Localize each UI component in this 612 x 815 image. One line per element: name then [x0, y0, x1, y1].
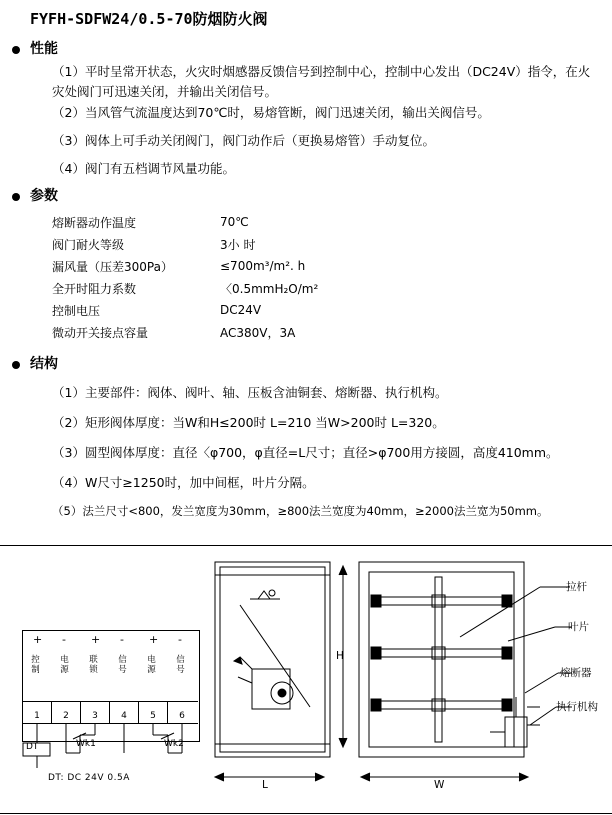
performance-item-4: （4）阀门有五档调节风量功能。 — [52, 161, 235, 176]
param-label: 熔断器动作温度 — [52, 215, 137, 230]
parameter-table — [52, 211, 440, 343]
terminal-label: 控制 — [31, 655, 40, 675]
terminal-label: 信号 — [176, 655, 185, 675]
terminal-cell-number: 2 — [63, 711, 69, 721]
terminal-footer-note: DT: DC 24V 0.5A — [48, 773, 130, 783]
terminal-polarity: - — [62, 633, 66, 646]
terminal-device-label: DT — [26, 742, 39, 752]
param-label: 全开时阻力系数 — [52, 281, 137, 296]
param-value: 70℃ — [220, 215, 249, 229]
divider-bottom — [0, 813, 612, 814]
param-value: 〈0.5mmH₂O/m² — [220, 281, 319, 296]
param-label: 阀门耐火等级 — [52, 237, 125, 252]
table-row — [52, 277, 440, 299]
terminal-label: 信号 — [118, 655, 127, 675]
table-row — [52, 299, 440, 321]
technical-drawing — [0, 545, 612, 815]
structure-item-5: （5）法兰尺寸<800，发兰宽度为30mm，≥800法兰宽度为40mm，≥2000法兰宽为50mm。 — [52, 504, 549, 518]
terminal-cell-number: 5 — [150, 711, 156, 721]
terminal-polarity: + — [33, 633, 43, 646]
callout-label-blade: 叶片 — [568, 621, 589, 633]
structure-item-4: （4）W尺寸≥1250时，加中间框，叶片分隔。 — [52, 475, 315, 490]
structure-item-1: （1）主要部件：阀体、阀叶、轴、压板含油铜套、熔断器、执行机构。 — [52, 385, 448, 400]
structure-item-3: （3）圆型阀体厚度：直径〈φ700，φ直径=L尺寸；直径>φ700用方接圆，高度410mm。 — [52, 445, 559, 460]
structure-item-2: （2）矩形阀体厚度：当W和H≤200时 L=210 当W>200时 L=320。 — [52, 415, 445, 430]
width-dimension-label: W — [434, 779, 445, 791]
section-heading-structure: 结构 — [30, 356, 58, 372]
terminal-wk1-label: Wk1 — [76, 739, 96, 749]
terminal-cell-number: 1 — [34, 711, 40, 721]
param-label: 微动开关接点容量 — [52, 325, 149, 340]
terminal-cell-number: 6 — [179, 711, 185, 721]
terminal-cell-number: 3 — [92, 711, 98, 721]
bullet-parameters — [12, 193, 20, 201]
depth-dimension — [212, 767, 332, 787]
param-value: DC24V — [220, 303, 262, 317]
performance-item-1: （1）平时呈常开状态，火灾时烟感器反馈信号到控制中心，控制中心发出（DC24V）指令，在火灾处阀门可迅速关闭，并输出关闭信号。 — [52, 64, 591, 99]
table-row — [52, 255, 440, 277]
section-heading-parameters: 参数 — [30, 188, 58, 204]
terminal-polarity: - — [178, 633, 182, 646]
bullet-performance — [12, 46, 20, 54]
callout-label-tie-rod: 拉杆 — [566, 581, 587, 593]
section-heading-performance: 性能 — [30, 41, 58, 57]
table-row — [52, 321, 440, 343]
param-label: 控制电压 — [52, 303, 101, 318]
param-value: ≤700m³/m². h — [220, 259, 306, 273]
table-row — [52, 233, 440, 255]
divider-top — [0, 545, 612, 546]
param-value: AC380V，3A — [220, 325, 296, 340]
height-dimension-label: H — [336, 650, 344, 662]
page-title: FYFH-SDFW24/0.5-70防烟防火阀 — [30, 10, 268, 28]
height-dimension — [330, 563, 356, 763]
performance-item-3: （3）阀体上可手动关闭阀门，阀门动作后（更换易熔管）手动复位。 — [52, 133, 435, 148]
terminal-cell-number: 4 — [121, 711, 127, 721]
param-label: 漏风量（压差300Pa） — [52, 259, 173, 274]
terminal-polarity: + — [149, 633, 159, 646]
terminal-polarity: + — [91, 633, 101, 646]
terminal-wk2-label: Wk2 — [164, 739, 184, 749]
callout-label-actuator: 执行机构 — [556, 701, 598, 713]
terminal-label: 电源 — [60, 655, 69, 675]
table-row — [52, 211, 440, 233]
performance-item-2: （2）当风管气流温度达到70℃时，易熔管断，阀门迅速关闭，输出关阀信号。 — [52, 105, 490, 120]
bullet-structure — [12, 361, 20, 369]
terminal-label: 联锁 — [89, 655, 98, 675]
param-value: 3小 时 — [220, 237, 256, 252]
terminal-polarity: - — [120, 633, 124, 646]
callout-leaders — [430, 565, 580, 765]
depth-dimension-label: L — [262, 779, 268, 791]
callout-label-fuse: 熔断器 — [560, 667, 592, 679]
terminal-divider — [22, 701, 198, 702]
width-dimension — [358, 767, 538, 787]
terminal-label: 电源 — [147, 655, 156, 675]
